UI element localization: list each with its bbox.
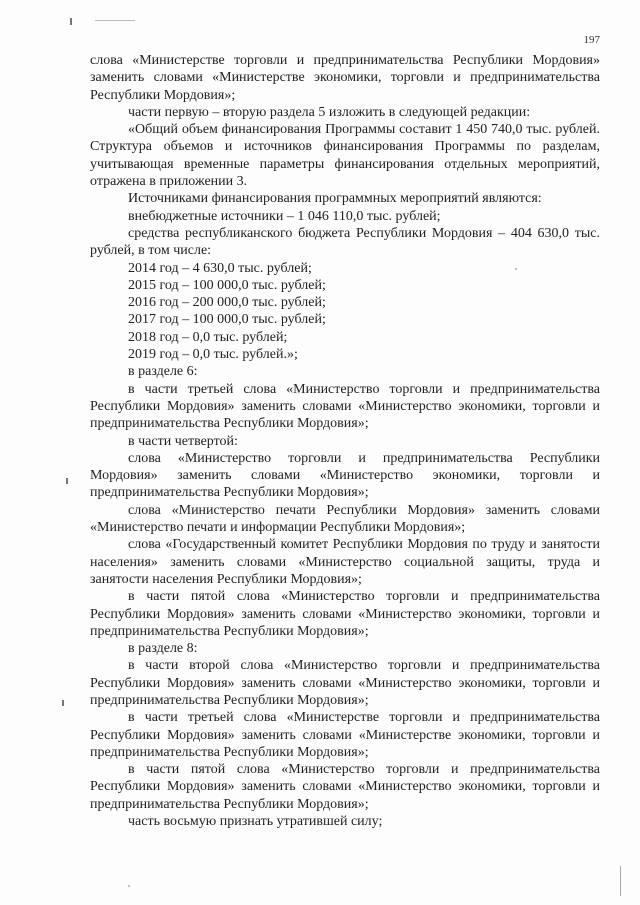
paragraph: в части второй слова «Министерство торговли и предпринимательства Республики Мордовия» заменить словами «Министерство экономики, торговли и предпринимательства Республики Мордовия»;: [90, 658, 600, 708]
scan-mark: [70, 18, 72, 25]
paragraph: внебюджетные источники – 1 046 110,0 тыс. рублей;: [128, 208, 441, 224]
funding-year-line: 2019 год – 0,0 тыс. рублей.»;: [128, 347, 298, 363]
funding-year-line: 2015 год – 100 000,0 тыс. рублей;: [128, 277, 326, 293]
paragraph: в части третьей слова «Министерстве торговли и предпринимательства Республики Мордовия» заменить словами «Министерстве экономики, торговли и предпринимательства Республики Мордовия»;: [90, 710, 600, 760]
document-body: [90, 52, 600, 830]
paragraph: слова «Министерстве торговли и предпринимательства Республики Мордовия» заменить словами «Министерстве экономики, торговли и предпринимательства Республики Мордовия»;: [90, 53, 600, 103]
scan-mark: [620, 866, 621, 896]
paragraph: «Общий объем финансирования Программы составит 1 450 740,0 тыс. рублей. Структура объемов и источников финансирования Программы по разделам, учитывающая временные параметры финансирования отдельных мероприятий, отражена в приложении 3.: [90, 122, 600, 190]
paragraph: в части пятой слова «Министерство торговли и предпринимательства Республики Мордовия» заменить словами «Министерство экономики, торговли и предпринимательства Республики Мордовия»;: [90, 589, 600, 639]
paragraph: слова «Министерство торговли и предпринимательства Республики Мордовия» заменить словами «Министерство экономики, торговли и предпринимательства Республики Мордовия»;: [90, 450, 600, 501]
paragraph: части первую – вторую раздела 5 изложить в следующей редакции:: [128, 104, 531, 120]
paragraph: в разделе 6:: [128, 364, 198, 380]
paragraph: в части четвертой:: [128, 433, 238, 449]
paragraph: в разделе 8:: [128, 641, 198, 657]
paragraph: средства республиканского бюджета Республики Мордовия – 404 630,0 тыс. рублей, в том числе:: [90, 225, 600, 259]
scan-mark: [62, 700, 64, 706]
page-number: 197: [583, 34, 600, 46]
paragraph: Источниками финансирования программных мероприятий являются:: [128, 191, 542, 207]
funding-year-line: 2018 год – 0,0 тыс. рублей;: [128, 329, 288, 345]
scan-mark: [95, 20, 135, 21]
paragraph: слова «Государственный комитет Республики Мордовия по труду и занятости населения» заменить словами «Министерство социальной защиты, труда и занятости населения Республики Мордовия»;: [90, 537, 600, 587]
paragraph: часть восьмую признать утратившей силу;: [128, 814, 383, 830]
paragraph: слова «Министерство печати Республики Мордовия» заменить словами «Министерство печати и информации Республики Мордовия»;: [90, 502, 600, 536]
scan-mark: [66, 478, 68, 484]
funding-year-line: 2014 год – 4 630,0 тыс. рублей;: [128, 260, 312, 276]
paragraph: в части пятой слова «Министерство торговли и предпринимательства Республики Мордовия» заменить словами «Министерство экономики, торговли и предпринимательства Республики Мордовия»;: [90, 762, 600, 812]
scan-speck: [128, 885, 130, 887]
funding-year-line: 2016 год – 200 000,0 тыс. рублей;: [128, 295, 326, 311]
funding-year-line: 2017 год – 100 000,0 тыс. рублей;: [128, 312, 326, 328]
paragraph: в части третьей слова «Министерство торговли и предпринимательства Республики Мордовия» заменить словами «Министерство экономики, торговли и предпринимательства Республики Мордовия»;: [90, 381, 600, 432]
